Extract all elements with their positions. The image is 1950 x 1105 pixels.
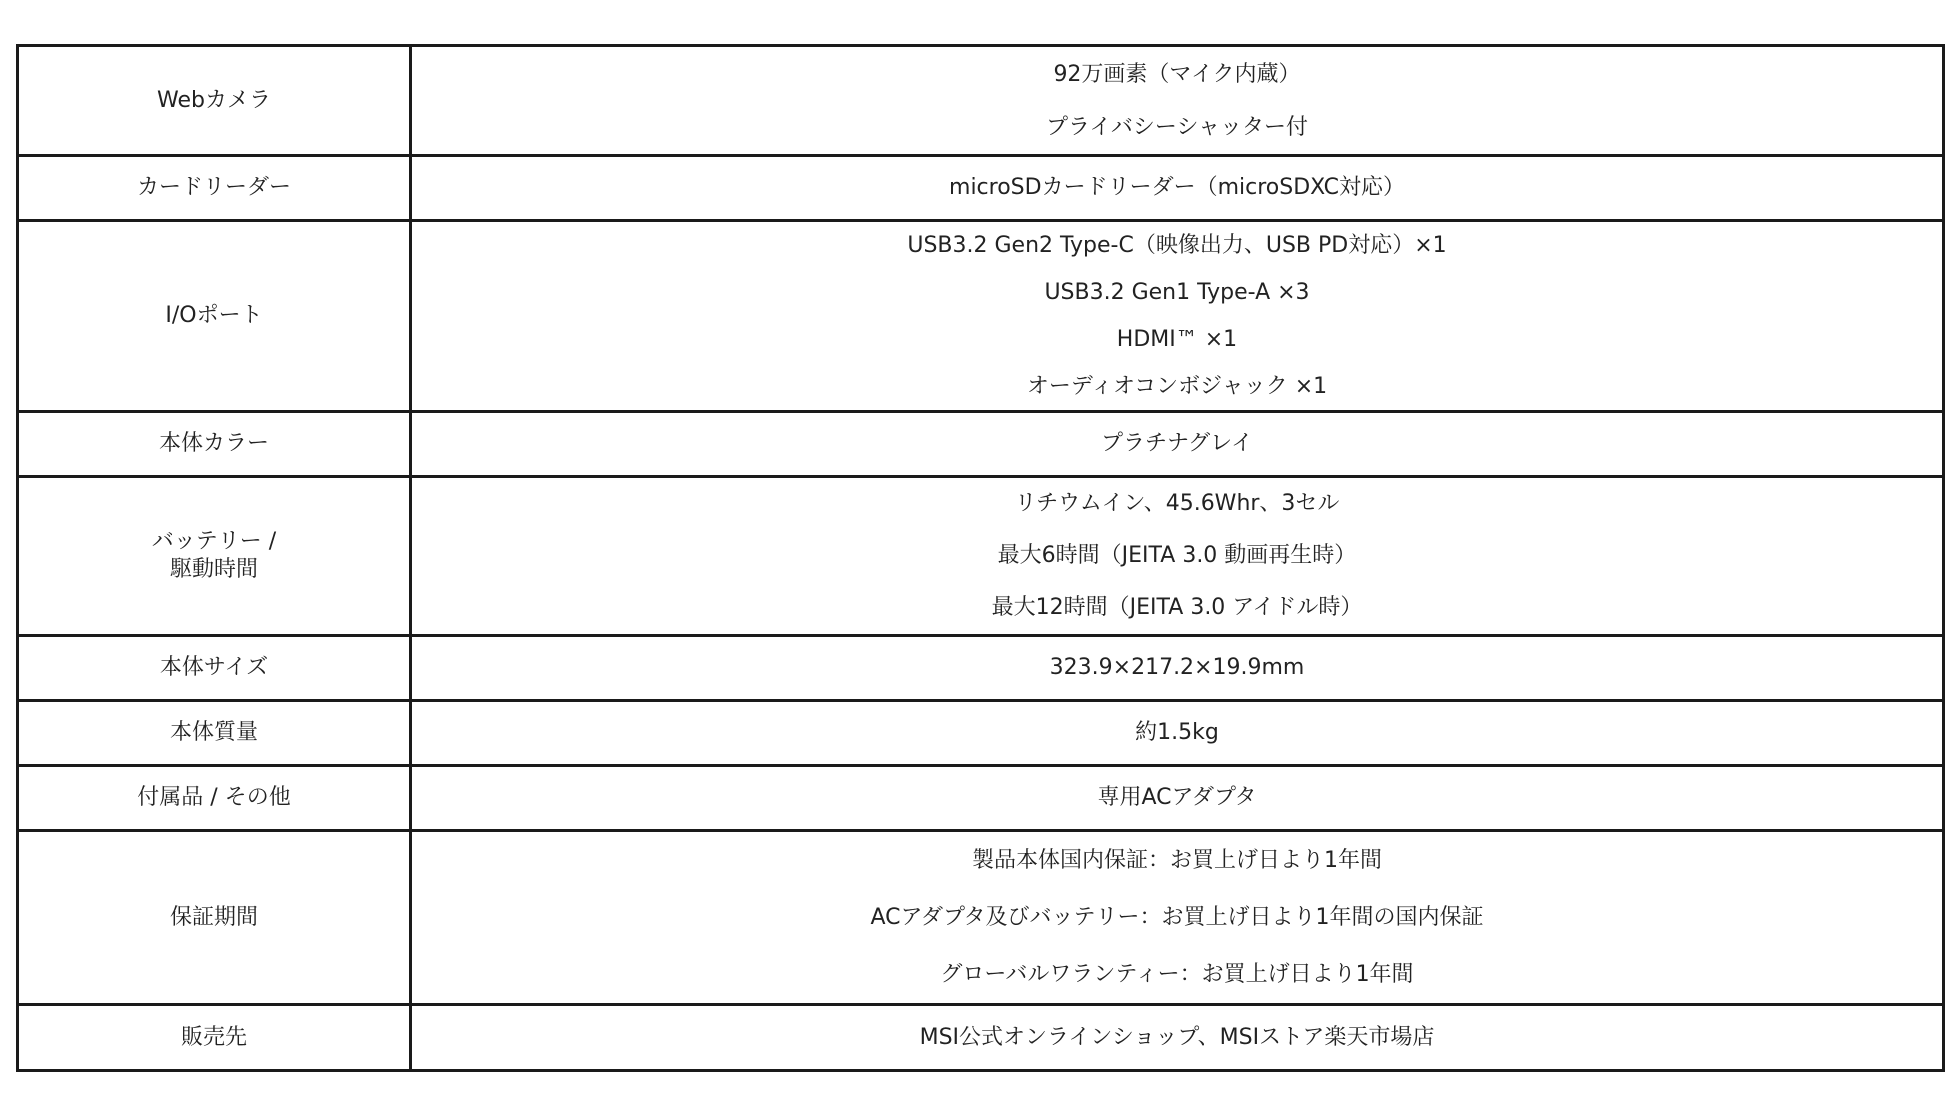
spec-value-line: プライバシーシャッター付: [1045, 114, 1309, 140]
spec-label-text: 販売先: [180, 1024, 247, 1050]
spec-value-line: オーディオコンボジャック ×1: [1026, 374, 1328, 399]
spec-label-text: I/Oポート: [165, 303, 263, 328]
spec-value: [411, 701, 1944, 766]
spec-label: [18, 477, 411, 636]
spec-label: [18, 221, 411, 412]
spec-row-warranty: [18, 831, 1944, 1005]
spec-value: [411, 46, 1944, 156]
spec-label: [18, 701, 411, 766]
spec-value-line: 専用ACアダプタ: [1097, 785, 1257, 810]
spec-value-line: プラチナグレイ: [1100, 431, 1254, 456]
spec-value-line: 92万画素（マイク内蔵）: [1053, 61, 1301, 87]
spec-label-text: 本体サイズ: [159, 655, 269, 680]
spec-row-io-ports: [18, 221, 1944, 412]
spec-value: [411, 766, 1944, 831]
spec-row-accessories: [18, 766, 1944, 831]
spec-value: [411, 1005, 1944, 1071]
spec-value-line: リチウムイン、45.6Whr、3セル: [1014, 491, 1340, 516]
spec-label-text: 駆動時間: [169, 557, 258, 582]
spec-value-line: 323.9×217.2×19.9mm: [1049, 655, 1305, 680]
spec-value: [411, 156, 1944, 221]
spec-label-text: 本体カラー: [158, 431, 269, 456]
spec-label: [18, 1005, 411, 1071]
spec-value-line: microSDカードリーダー（microSDXC対応）: [949, 175, 1405, 200]
spec-value-line: MSI公式オンラインショップ、MSIストア楽天市場店: [919, 1024, 1435, 1050]
spec-label: [18, 156, 411, 221]
spec-label-text: カードリーダー: [136, 175, 291, 200]
spec-label-text: 本体質量: [169, 720, 258, 745]
spec-value-line: USB3.2 Gen2 Type-C（映像出力、USB PD対応）×1: [907, 233, 1447, 258]
spec-value-line: USB3.2 Gen1 Type-A ×3: [1044, 280, 1310, 305]
spec-value-line: 最大6時間（JEITA 3.0 動画再生時）: [997, 543, 1357, 568]
spec-row-battery: [18, 477, 1944, 636]
spec-label: [18, 831, 411, 1005]
spec-value-line: 約1.5kg: [1135, 720, 1219, 745]
spec-value-line: ACアダプタ及びバッテリー：お買上げ日より1年間の国内保証: [870, 905, 1484, 930]
spec-row-card-reader: [18, 156, 1944, 221]
spec-label: [18, 412, 411, 477]
spec-value: [411, 412, 1944, 477]
spec-row-size: [18, 636, 1944, 701]
spec-label: [18, 766, 411, 831]
spec-value-line: 製品本体国内保証：お買上げ日より1年間: [972, 848, 1382, 873]
spec-label-text: 保証期間: [169, 904, 258, 930]
spec-label: [18, 636, 411, 701]
spec-value-line: HDMI™ ×1: [1116, 327, 1238, 352]
spec-value: [411, 636, 1944, 701]
spec-label-text: Webカメラ: [157, 87, 271, 113]
spec-table: [16, 44, 1945, 1072]
spec-value-line: グローバルワランティー：お買上げ日より1年間: [940, 962, 1414, 987]
spec-value: [411, 477, 1944, 636]
spec-value: [411, 831, 1944, 1005]
spec-value-line: 最大12時間（JEITA 3.0 アイドル時）: [991, 595, 1363, 620]
spec-label: [18, 46, 411, 156]
spec-label-text: バッテリー /: [151, 529, 277, 554]
spec-row-seller: [18, 1005, 1944, 1071]
spec-row-color: [18, 412, 1944, 477]
spec-label-text: 付属品 / その他: [137, 785, 291, 810]
spec-value: [411, 221, 1944, 412]
spec-row-weight: [18, 701, 1944, 766]
spec-row-webcam: [18, 46, 1944, 156]
